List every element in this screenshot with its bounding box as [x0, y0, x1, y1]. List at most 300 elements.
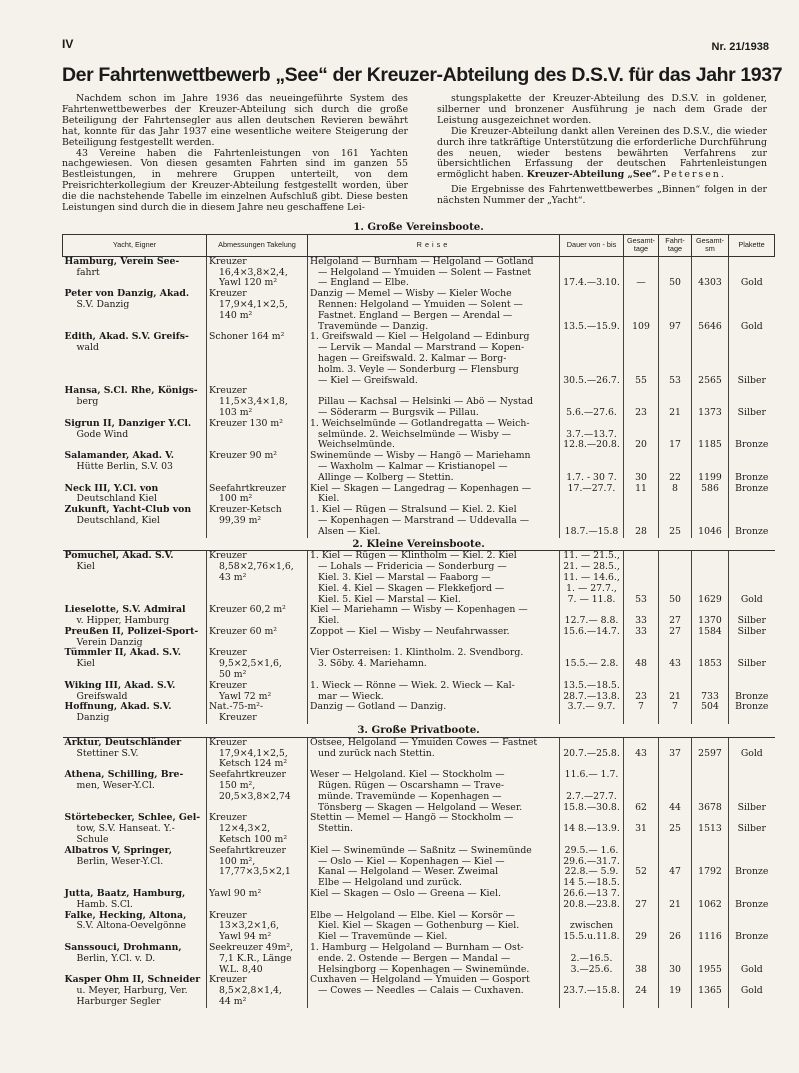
- plaque-cell: [729, 332, 775, 386]
- sailing-days-cell-line: 25: [669, 525, 681, 537]
- yacht-cell-line: Peter von Danzig, Akad.: [64, 288, 190, 300]
- total-days-cell-line: 29: [635, 931, 647, 943]
- duration-cell-line: [562, 365, 621, 376]
- dimensions-cell-line: Ketsch 124 m²: [219, 758, 288, 770]
- duration-cell-line: 11.6.— 1.7.: [564, 769, 619, 781]
- route-cell: [308, 505, 560, 537]
- sailing-days-cell: [659, 770, 692, 813]
- sailing-days-cell-line: 25: [669, 823, 681, 835]
- yacht-cell-line: fahrt: [76, 266, 100, 278]
- sailing-days-cell-line: 30: [669, 963, 681, 975]
- plaque-cell-line: [731, 343, 773, 354]
- yacht-cell-line: Schule: [76, 834, 109, 846]
- sailing-days-cell-line: [661, 846, 689, 857]
- route-cell-line: Rügen. Rügen — Oscarshamn — Trave-: [318, 780, 504, 792]
- plaque-cell-line: Silber: [737, 823, 766, 835]
- route-cell: [308, 627, 560, 649]
- total-nm-cell-line: 1062: [698, 898, 722, 910]
- total-nm-cell: [692, 289, 729, 332]
- route-cell: [308, 419, 560, 451]
- total-days-cell-line: 109: [632, 320, 650, 332]
- yacht-cell-line: Lieselotte, S.V. Admiral: [64, 604, 186, 616]
- duration-cell-line: [562, 343, 621, 354]
- sailing-days-cell: [659, 451, 692, 483]
- route-cell: [308, 943, 560, 975]
- route-cell-line: Kiel. 4. Kiel — Skagen — Flekkefjord —: [318, 582, 505, 594]
- total-days-cell-line: [626, 584, 656, 595]
- plaque-cell-line: [731, 311, 773, 322]
- plaque-cell-line: Gold: [740, 593, 763, 605]
- plaque-cell-line: [731, 332, 773, 343]
- yacht-cell-line: Hoffnung, Akad. S.V.: [64, 701, 172, 713]
- total-days-cell: [624, 332, 659, 386]
- dimensions-cell-line: 150 m²,: [219, 780, 256, 792]
- yacht-cell: [63, 911, 207, 943]
- total-days-cell-line: [626, 257, 656, 268]
- total-nm-cell: [692, 484, 729, 506]
- plaque-cell: [729, 419, 775, 451]
- route-cell-line: und zurück nach Stettin.: [318, 747, 435, 759]
- sailing-days-cell: [659, 943, 692, 975]
- page-numeral: IV: [62, 37, 74, 51]
- route-cell-line: Kiel — Skagen — Langedrag — Kopenhagen —: [310, 482, 532, 494]
- duration-cell-line: [562, 257, 621, 268]
- total-days-cell-line: [626, 781, 656, 792]
- yacht-cell-line: Zukunft, Yacht-Club von: [64, 504, 192, 516]
- route-cell-line: Swinemünde — Wisby — Hangö — Mariehamn: [310, 450, 531, 462]
- total-days-cell: [624, 419, 659, 451]
- plaque-cell: [729, 911, 775, 943]
- plaque-cell: [729, 451, 775, 483]
- duration-cell-line: 18.7.—15.8: [564, 525, 619, 537]
- dimensions-cell: [207, 386, 308, 418]
- duration-cell: [560, 943, 624, 975]
- dimensions-cell-line: Kreuzer: [209, 255, 247, 267]
- plaque-cell-line: Gold: [740, 985, 763, 997]
- total-nm-cell: [692, 975, 729, 1007]
- yacht-cell-line: Störtebecker, Schlee, Gel-: [64, 812, 201, 824]
- total-days-cell: [624, 813, 659, 845]
- route-cell-line: Kiel — Swinemünde — Saßnitz — Swinemünde: [310, 844, 532, 856]
- sailing-days-cell: [659, 648, 692, 680]
- dimensions-cell-line: Kreuzer: [209, 679, 247, 691]
- total-days-cell-line: [626, 551, 656, 562]
- duration-cell-line: 3.7.—13.7.: [566, 428, 617, 440]
- yacht-cell: [63, 681, 207, 703]
- yacht-cell-line: Kasper Ohm II, Schneider: [64, 974, 201, 986]
- route-cell-line: münde. Travemünde — Kopenhagen —: [318, 790, 502, 802]
- total-nm-cell-line: [694, 257, 726, 268]
- route-cell: [308, 813, 560, 845]
- dimensions-cell: [207, 681, 308, 703]
- dimensions-cell-line: Nat.-75-m²-: [209, 701, 264, 713]
- duration-cell: [560, 289, 624, 332]
- sailing-days-cell-line: 47: [669, 866, 681, 878]
- total-nm-cell-line: [694, 505, 726, 516]
- total-nm-cell-line: [694, 573, 726, 584]
- dimensions-cell-line: 7,1 K.R., Länge: [219, 952, 292, 964]
- sailing-days-cell-line: [661, 311, 689, 322]
- dimensions-cell-line: Yawl 94 m²: [219, 931, 272, 943]
- route-cell-line: Zoppot — Kiel — Wisby — Neufahrwasser.: [310, 625, 510, 637]
- plaque-cell-line: Bronze: [735, 898, 769, 910]
- total-nm-cell-line: 3678: [698, 801, 722, 813]
- sailing-days-cell-line: [661, 911, 689, 922]
- sailing-days-cell-line: 21: [669, 406, 681, 418]
- total-days-cell: [624, 770, 659, 813]
- route-cell-line: holm. 3. Veyle — Sonderburg — Flensburg: [318, 363, 519, 375]
- dimensions-cell: [207, 256, 308, 289]
- total-nm-cell-line: [694, 386, 726, 397]
- total-days-cell-line: 62: [635, 801, 647, 813]
- dimensions-cell: [207, 737, 308, 770]
- sailing-days-cell-line: 50: [669, 277, 681, 289]
- sailing-days-cell: [659, 911, 692, 943]
- dimensions-cell: [207, 551, 308, 605]
- sailing-days-cell: [659, 702, 692, 724]
- total-nm-cell-line: 504: [701, 701, 719, 713]
- dimensions-cell: [207, 770, 308, 813]
- yacht-cell-line: Hansa, S.Cl. Rhe, Königs-: [64, 385, 198, 397]
- plaque-cell-line: [731, 846, 773, 857]
- total-nm-cell-line: [694, 300, 726, 311]
- plaque-cell-line: Gold: [740, 320, 763, 332]
- total-nm-cell-line: 733: [701, 690, 719, 702]
- yacht-cell-line: Preußen II, Polizei-Sport-: [64, 625, 199, 637]
- intro-paragraph: Nachdem schon im Jahre 1936 das neueingeführte System des Fahrtenwettbewerbes der Kreuzer-Abteilung sich durch die große Beteiligung der Fahrtensegler aus allen deutschen Revieren bewährt hat, konnte für das Jahr 1937 eine wesentliche weitere Steigerung der Beteiligung festgestellt werden.: [62, 93, 408, 148]
- duration-cell: [560, 889, 624, 911]
- sailing-days-cell-line: [661, 419, 689, 430]
- plaque-cell: [729, 846, 775, 889]
- sailing-days-cell-line: [661, 257, 689, 268]
- plaque-cell: [729, 386, 775, 418]
- total-nm-cell: [692, 648, 729, 680]
- total-nm-cell-line: [694, 781, 726, 792]
- sailing-days-cell-line: [661, 781, 689, 792]
- duration-cell-line: 15.5.— 2.8.: [564, 658, 619, 670]
- route-cell-line: hagen — Greifswald. 2. Kalmar — Borg-: [318, 352, 507, 364]
- plaque-cell-line: Silber: [737, 801, 766, 813]
- dimensions-cell-line: Seefahrtkreuzer: [209, 769, 286, 781]
- total-nm-cell-line: 1370: [698, 615, 722, 627]
- total-days-cell: [624, 289, 659, 332]
- table-row: [63, 813, 775, 845]
- total-days-cell-line: 7: [638, 701, 644, 713]
- duration-cell-line: 15.8.—30.8.: [563, 801, 620, 813]
- duration-cell-line: 17.4.—3.10.: [563, 277, 620, 289]
- sailing-days-cell-line: [661, 770, 689, 781]
- total-nm-cell-line: [694, 451, 726, 462]
- dimensions-cell: [207, 975, 308, 1007]
- duration-cell-line: 2.—16.5.: [570, 952, 613, 964]
- total-days-cell-line: [626, 419, 656, 430]
- dimensions-cell-line: Kreuzer 130 m²: [209, 417, 283, 429]
- route-cell: [308, 889, 560, 911]
- dimensions-cell-line: Yawl 120 m²: [219, 277, 278, 289]
- dimensions-cell: [207, 605, 308, 627]
- total-nm-cell-line: 2565: [698, 374, 722, 386]
- table-row: [63, 484, 775, 506]
- yacht-cell-line: Danzig: [76, 712, 110, 724]
- dimensions-cell: [207, 451, 308, 483]
- total-nm-cell: [692, 702, 729, 724]
- plaque-cell: [729, 889, 775, 911]
- sailing-days-cell-line: 43: [669, 658, 681, 670]
- duration-cell-line: [562, 300, 621, 311]
- total-days-cell: [624, 846, 659, 889]
- route-cell-line: Kiel — Travemünde — Kiel.: [318, 931, 448, 943]
- section-title-row: [63, 538, 775, 551]
- yacht-cell-line: S.V. Altona-Oevelgönne: [76, 920, 187, 932]
- route-cell-line: Kiel. 5. Kiel — Marstal — Kiel.: [318, 593, 461, 605]
- total-days-cell-line: 38: [635, 963, 647, 975]
- duration-cell-line: [562, 494, 621, 505]
- sailing-days-cell-line: [661, 943, 689, 954]
- plaque-cell: [729, 648, 775, 680]
- duration-cell-line: 26.6.—13 7.: [563, 888, 620, 900]
- total-days-cell-line: 27: [635, 898, 647, 910]
- duration-cell: [560, 332, 624, 386]
- duration-cell: [560, 386, 624, 418]
- route-cell-line: Tönsberg — Skagen — Helgoland — Weser.: [318, 801, 523, 813]
- route-cell-line: — Kiel — Greifswald.: [318, 374, 418, 386]
- table-row: [63, 551, 775, 605]
- sailing-days-cell: [659, 551, 692, 605]
- duration-cell: [560, 846, 624, 889]
- dimensions-cell-line: Seekreuzer 49m²,: [209, 942, 294, 953]
- sailing-days-cell-line: 19: [669, 985, 681, 997]
- plaque-cell: [729, 702, 775, 724]
- route-cell-line: Pillau — Kachsal — Helsinki — Abö — Nystad: [318, 396, 534, 408]
- route-cell-line: 1. Hamburg — Helgoland — Burnham — Ost-: [310, 942, 524, 953]
- sailing-days-cell: [659, 332, 692, 386]
- duration-cell: [560, 813, 624, 845]
- plaque-cell-line: Bronze: [735, 525, 769, 537]
- plaque-cell: [729, 975, 775, 1007]
- route-cell-line: Kanal — Helgoland — Weser. Zweimal: [318, 866, 499, 878]
- col-header-total-days: Gesamt-tage: [624, 234, 659, 256]
- total-nm-cell-line: 1513: [698, 823, 722, 835]
- plaque-cell-line: [731, 494, 773, 505]
- plaque-cell-line: Bronze: [735, 866, 769, 878]
- col-header-duration: Dauer von - bis: [560, 234, 624, 256]
- total-days-cell: [624, 889, 659, 911]
- dimensions-cell-line: Kreuzer: [209, 550, 247, 562]
- yacht-cell-line: Salamander, Akad. V.: [64, 450, 175, 462]
- total-days-cell-line: 31: [635, 823, 647, 835]
- total-nm-cell-line: [694, 551, 726, 562]
- dimensions-cell-line: 11,5×3,4×1,8,: [219, 396, 288, 408]
- yacht-cell-line: Wiking III, Akad. S.V.: [64, 679, 176, 691]
- yacht-cell-line: Deutschland, Kiel: [76, 514, 160, 526]
- sailing-days-cell-line: [661, 562, 689, 573]
- table-row: [63, 702, 775, 724]
- duration-cell-line: 29.5.— 1.6.: [564, 844, 619, 856]
- duration-cell: [560, 505, 624, 537]
- intro-right-column: [437, 94, 767, 207]
- intro-paragraph: Die Ergebnisse des Fahrtenwettbewerbes „Binnen“ folgen in der nächsten Nummer der „Yacht“.: [437, 184, 767, 207]
- total-days-cell: [624, 505, 659, 537]
- dimensions-cell-line: 17,9×4,1×2,5,: [219, 747, 288, 759]
- route-cell-line: Danzig — Memel — Wisby — Kieler Woche: [310, 288, 512, 300]
- total-nm-cell-line: [694, 311, 726, 322]
- dimensions-cell-line: Seefahrtkreuzer: [209, 844, 286, 856]
- intro-paragraph: 43 Vereine haben die Fahrtenleistungen von 161 Yachten nachgewiesen. Von diesen gesamten Fahrten sind im ganzen 55 Bestleistungen, in mehrere Gruppen unterteilt, von dem Preisrichterkollegium der Kreuzer-Abteilung festgestellt worden, über die die nachstehende Tabelle im einzelnen Aufschluß gibt. Diese besten Leistungen sind durch die in diesem Jahre neu geschaffene Lei-: [62, 147, 408, 214]
- route-cell: [308, 256, 560, 289]
- dimensions-cell-line: 12×4,3×2,: [219, 823, 271, 835]
- total-nm-cell-line: 1046: [698, 525, 722, 537]
- yacht-cell: [63, 386, 207, 418]
- sailing-days-cell: [659, 846, 692, 889]
- sailing-days-cell-line: 17: [669, 439, 681, 451]
- yacht-cell-line: Pomuchel, Akad. S.V.: [64, 550, 174, 562]
- plaque-cell: [729, 943, 775, 975]
- plaque-cell-line: Bronze: [735, 439, 769, 451]
- route-cell-line: — Oslo — Kiel — Kopenhagen — Kiel —: [318, 855, 505, 867]
- yacht-cell-line: Kiel: [76, 658, 95, 670]
- total-days-cell-line: [626, 562, 656, 573]
- yacht-cell-line: Sigrun II, Danziger Y.Cl.: [64, 417, 192, 429]
- total-nm-cell: [692, 889, 729, 911]
- plaque-cell-line: [731, 562, 773, 573]
- yacht-cell: [63, 648, 207, 680]
- duration-cell: [560, 605, 624, 627]
- dimensions-cell: [207, 702, 308, 724]
- total-nm-cell-line: 4303: [698, 277, 722, 289]
- plaque-cell-line: Bronze: [735, 471, 769, 483]
- table-row: [63, 386, 775, 418]
- total-nm-cell-line: [694, 289, 726, 300]
- duration-cell-line: 15.5.u.11.8.: [563, 931, 620, 943]
- total-nm-cell: [692, 813, 729, 845]
- total-nm-cell-line: 1116: [698, 931, 722, 943]
- total-days-cell-line: 48: [635, 658, 647, 670]
- total-nm-cell: [692, 551, 729, 605]
- total-nm-cell-line: 2597: [698, 747, 722, 759]
- total-nm-cell-line: [694, 343, 726, 354]
- duration-cell-line: 14 5.—18.5.: [563, 877, 620, 889]
- plaque-cell-line: [731, 354, 773, 365]
- total-days-cell: [624, 681, 659, 703]
- duration-cell-line: 15.6.—14.7.: [563, 625, 620, 637]
- duration-cell: [560, 681, 624, 703]
- route-cell-line: selmünde. 2. Weichselmünde — Wisby —: [318, 428, 511, 440]
- table-row: [63, 648, 775, 680]
- yacht-cell-line: Edith, Akad. S.V. Greifs-: [64, 331, 189, 343]
- route-cell-line: Rennen: Helgoland — Ymuiden — Solent —: [318, 298, 523, 310]
- dimensions-cell: [207, 648, 308, 680]
- table-row: [63, 975, 775, 1007]
- yacht-cell-line: S.V. Danzig: [76, 298, 130, 310]
- route-cell: [308, 386, 560, 418]
- total-nm-cell-line: [694, 846, 726, 857]
- total-days-cell: [624, 551, 659, 605]
- sailing-days-cell-line: 22: [669, 471, 681, 483]
- dimensions-cell-line: Kreuzer 90 m²: [209, 450, 278, 462]
- total-nm-cell: [692, 505, 729, 537]
- total-days-cell-line: [626, 573, 656, 584]
- total-days-cell-line: 55: [635, 374, 647, 386]
- col-header-route: Reise: [308, 234, 560, 256]
- plaque-cell-line: [731, 300, 773, 311]
- table-row: [63, 605, 775, 627]
- route-cell-line: — Cowes — Needles — Calais — Cuxhaven.: [318, 985, 524, 997]
- route-cell-line: Alsen — Kiel.: [318, 525, 381, 537]
- total-nm-cell-line: [694, 332, 726, 343]
- duration-cell: [560, 737, 624, 770]
- col-header-dimensions: Abmessungen Takelung: [207, 234, 308, 256]
- yacht-cell-line: Athena, Schilling, Bre-: [64, 769, 184, 781]
- total-days-cell-line: [626, 332, 656, 343]
- yacht-cell-line: Berlin, Y.Cl. v. D.: [76, 952, 156, 964]
- plaque-cell: [729, 681, 775, 703]
- total-nm-cell: [692, 386, 729, 418]
- section-title-row: [63, 724, 775, 737]
- dimensions-cell-line: Kreuzer 60 m²: [209, 625, 278, 637]
- plaque-cell-line: Bronze: [735, 690, 769, 702]
- total-days-cell: [624, 648, 659, 680]
- table-row: [63, 419, 775, 451]
- total-days-cell-line: [626, 289, 656, 300]
- results-table: [62, 221, 775, 1008]
- yacht-cell: [63, 975, 207, 1007]
- sailing-days-cell-line: [661, 386, 689, 397]
- total-nm-cell-line: 1373: [698, 406, 722, 418]
- duration-cell-line: 14 8.—13.9.: [563, 823, 620, 835]
- route-cell-line: 1. Weichselmünde — Gotlandregatta — Weich-: [310, 417, 530, 429]
- dimensions-cell-line: Kreuzer: [209, 909, 247, 921]
- total-nm-cell: [692, 627, 729, 649]
- intro-paragraph: [437, 127, 767, 182]
- total-days-cell-line: —: [636, 277, 646, 289]
- plaque-cell-line: Bronze: [735, 701, 769, 713]
- total-nm-cell-line: [694, 584, 726, 595]
- dimensions-cell: [207, 813, 308, 845]
- total-days-cell-line: [626, 846, 656, 857]
- dimensions-cell-line: 8,5×2,8×1,4,: [219, 985, 282, 997]
- route-cell: [308, 911, 560, 943]
- duration-cell-line: 1. — 27.7.,: [566, 582, 617, 594]
- yacht-cell: [63, 332, 207, 386]
- total-days-cell-line: [626, 943, 656, 954]
- total-days-cell-line: [626, 878, 656, 889]
- sailing-days-cell-line: 27: [669, 625, 681, 637]
- plaque-cell-line: [731, 770, 773, 781]
- total-days-cell-line: [626, 911, 656, 922]
- total-nm-cell-line: [694, 943, 726, 954]
- duration-cell-line: 7. — 11.8.: [567, 593, 616, 605]
- yacht-cell-line: Falke, Hecking, Altona,: [64, 909, 187, 921]
- total-nm-cell-line: 1792: [698, 866, 722, 878]
- yacht-cell: [63, 451, 207, 483]
- dimensions-cell-line: 99,39 m²: [219, 514, 262, 526]
- plaque-cell-line: [731, 954, 773, 965]
- total-nm-cell: [692, 451, 729, 483]
- yacht-cell-line: Tümmler II, Akad. S.V.: [64, 647, 181, 659]
- dimensions-cell-line: 44 m²: [219, 995, 247, 1007]
- duration-cell: [560, 419, 624, 451]
- route-cell: [308, 770, 560, 813]
- total-days-cell-line: 33: [635, 615, 647, 627]
- sailing-days-cell-line: [661, 343, 689, 354]
- total-nm-cell-line: [694, 954, 726, 965]
- yacht-cell: [63, 889, 207, 911]
- section-title: 1. Große Vereinsboote.: [353, 221, 484, 233]
- route-cell-line: Ostsee, Helgoland — Ymuiden Cowes — Fastnet: [310, 736, 538, 748]
- duration-cell-line: [562, 311, 621, 322]
- total-days-cell-line: 43: [635, 747, 647, 759]
- table-row: [63, 770, 775, 813]
